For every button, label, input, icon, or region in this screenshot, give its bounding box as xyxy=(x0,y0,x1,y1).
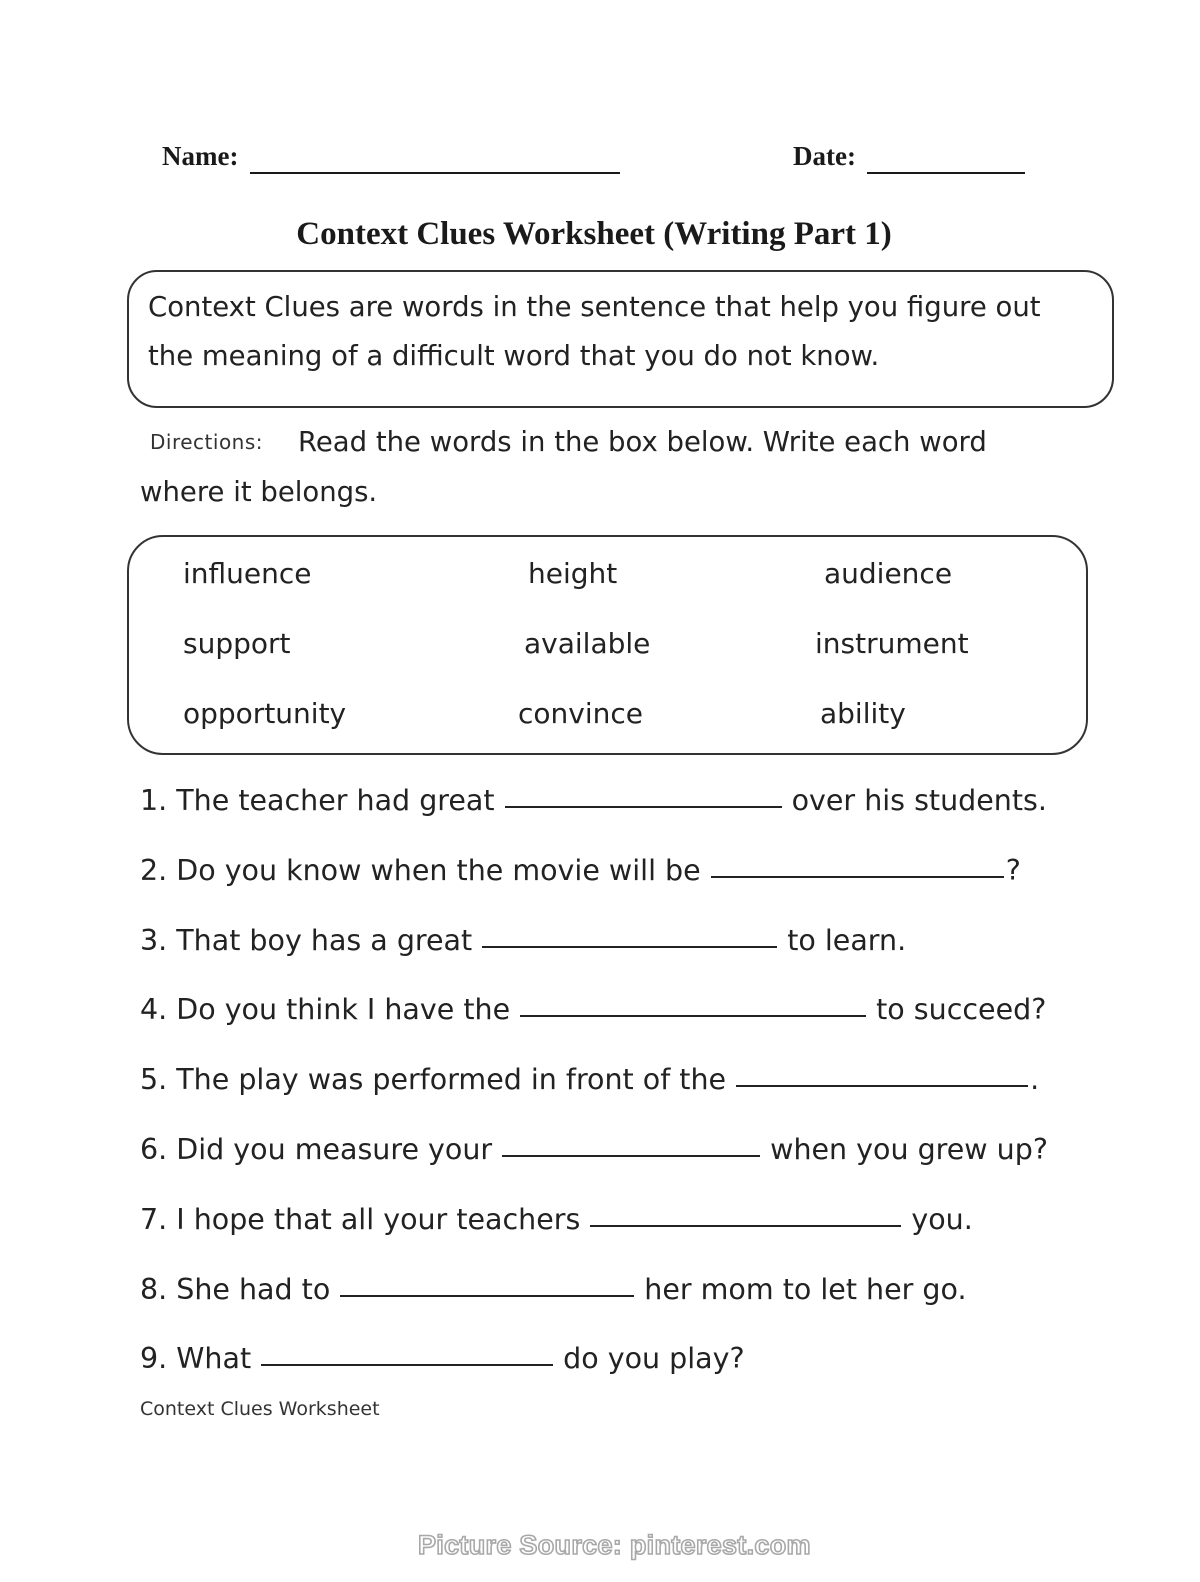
definition-line-1: Context Clues are words in the sentence that help you figure out xyxy=(148,291,1041,323)
answer-blank[interactable] xyxy=(590,1223,901,1227)
question-text: 2. Do you know when the movie will be xyxy=(140,854,701,887)
question-4 xyxy=(140,993,1046,1026)
source-caption: Picture Source: pinterest.com xyxy=(418,1530,811,1560)
question-text: over his students. xyxy=(791,784,1047,817)
question-7 xyxy=(140,1203,973,1236)
question-text: when you grew up? xyxy=(770,1133,1048,1166)
question-text: 8. She had to xyxy=(140,1273,331,1306)
directions-label: Directions: xyxy=(150,430,264,454)
word-bank-item: available xyxy=(524,627,651,660)
word-bank-item: height xyxy=(528,557,618,590)
answer-blank[interactable] xyxy=(711,874,1004,878)
question-6 xyxy=(140,1133,1048,1166)
word-bank-item: ability xyxy=(820,697,906,730)
question-text: her mom to let her go. xyxy=(644,1273,967,1306)
definition-line-2: the meaning of a difficult word that you do not know. xyxy=(148,340,880,372)
question-text: 3. That boy has a great xyxy=(140,924,473,957)
word-bank-item: convince xyxy=(518,697,643,730)
footer-note: Context Clues Worksheet xyxy=(140,1398,380,1420)
word-bank-item: audience xyxy=(824,557,953,590)
question-text: 1. The teacher had great xyxy=(140,784,495,817)
answer-blank[interactable] xyxy=(261,1362,553,1366)
question-text: you. xyxy=(911,1203,973,1236)
question-3 xyxy=(140,924,906,957)
word-bank-item: instrument xyxy=(815,627,969,660)
answer-blank[interactable] xyxy=(736,1083,1028,1087)
date-blank xyxy=(867,172,1025,174)
question-text: 4. Do you think I have the xyxy=(140,993,511,1026)
word-bank-item: opportunity xyxy=(183,697,347,730)
answer-blank[interactable] xyxy=(505,804,782,808)
name-blank xyxy=(250,172,620,174)
question-2 xyxy=(140,854,1021,887)
directions-line-2: where it belongs. xyxy=(140,476,378,508)
answer-blank[interactable] xyxy=(502,1153,760,1157)
question-1 xyxy=(140,784,1047,817)
question-text: 6. Did you measure your xyxy=(140,1133,493,1166)
question-text: ? xyxy=(1005,854,1021,887)
question-text: . xyxy=(1030,1063,1040,1096)
answer-blank[interactable] xyxy=(340,1293,634,1297)
question-text: 7. I hope that all your teachers xyxy=(140,1203,581,1236)
question-8 xyxy=(140,1273,967,1306)
question-5 xyxy=(140,1063,1039,1096)
question-text: do you play? xyxy=(563,1342,745,1375)
directions-line-1: Read the words in the box below. Write each word xyxy=(298,426,987,458)
question-text: 5. The play was performed in front of the xyxy=(140,1063,727,1096)
name-label: Name: xyxy=(162,141,239,171)
worksheet-title: Context Clues Worksheet (Writing Part 1) xyxy=(296,216,892,252)
date-label: Date: xyxy=(793,141,856,171)
answer-blank[interactable] xyxy=(482,944,777,948)
answer-blank[interactable] xyxy=(520,1013,866,1017)
question-text: to succeed? xyxy=(876,993,1047,1026)
word-bank-item: influence xyxy=(183,557,312,590)
question-9 xyxy=(140,1342,745,1375)
word-bank-item: support xyxy=(183,627,291,660)
question-text: to learn. xyxy=(787,924,907,957)
question-text: 9. What xyxy=(140,1342,252,1375)
